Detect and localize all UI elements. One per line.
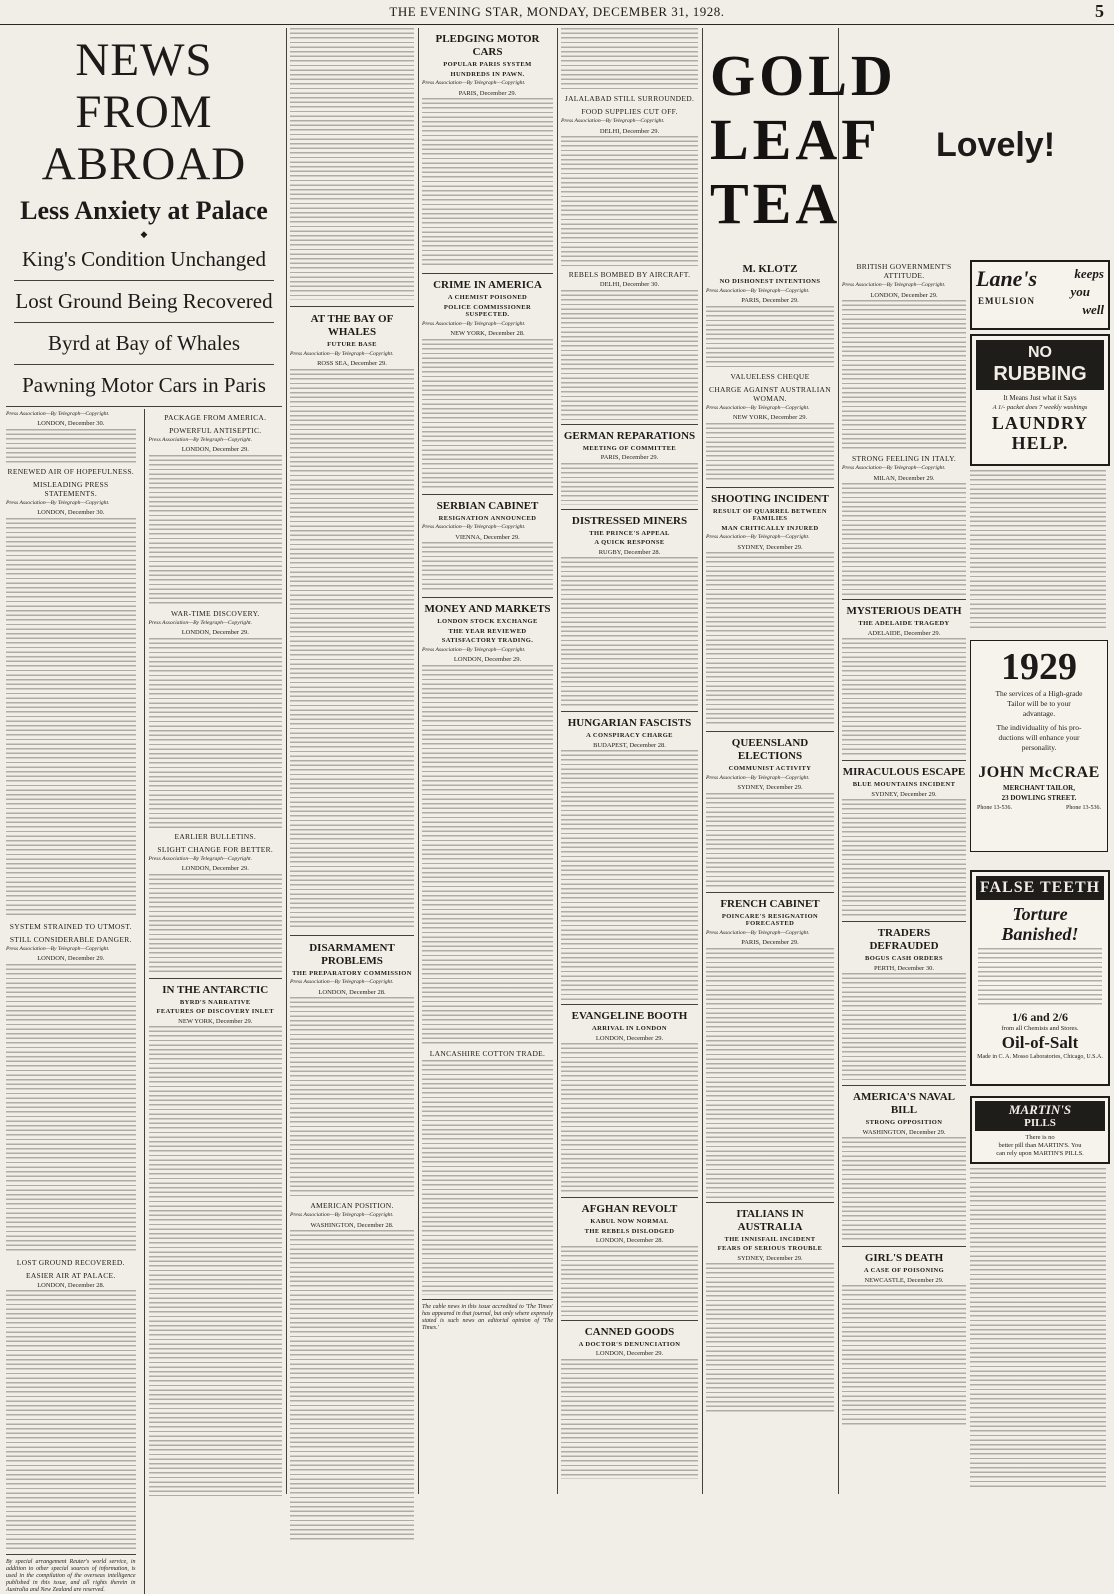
body-text bbox=[6, 429, 136, 463]
ad-text: can rely upon MARTIN'S PILLS. bbox=[996, 1150, 1084, 1157]
ad-headline: RUBBING bbox=[993, 363, 1087, 385]
credit-line: Press Association—By Telegraph—Copyright. bbox=[6, 410, 110, 417]
ad-brand: MARTIN'S bbox=[1008, 1102, 1072, 1117]
story-subhead: HUNDREDS IN PAWN. bbox=[450, 70, 525, 78]
right-column-text bbox=[970, 470, 1106, 634]
gold-leaf-tea-ad bbox=[706, 30, 1106, 252]
story-headline: BRITISH GOVERNMENT'S ATTITUDE. bbox=[856, 262, 952, 280]
story-subhead: A QUICK RESPONSE bbox=[594, 539, 665, 546]
dateline: NEWCASTLE, December 29. bbox=[864, 1276, 944, 1284]
story-subhead: THE PRINCE'S APPEAL bbox=[589, 529, 670, 537]
story-subhead: BLUE MOUNTAINS INCIDENT bbox=[852, 781, 956, 788]
ad-text: personality. bbox=[1021, 743, 1057, 752]
credit-line: Press Association—By Telegraph—Copyright. bbox=[706, 774, 810, 781]
column-5 bbox=[561, 28, 698, 1494]
story-headline: STRONG FEELING IN ITALY. bbox=[851, 454, 957, 463]
column-rule bbox=[286, 28, 287, 1494]
story-subhead: FOOD SUPPLIES CUT OFF. bbox=[581, 107, 678, 116]
body-text bbox=[6, 1290, 136, 1550]
ad-text: A 1/- packet does 7 weekly washings bbox=[992, 404, 1088, 411]
body-text bbox=[970, 470, 1106, 630]
ad-headline: LAUNDRY bbox=[991, 413, 1089, 433]
story-subhead: STILL CONSIDERABLE DANGER. bbox=[9, 934, 132, 944]
ad-text: The services of a High-grade bbox=[995, 689, 1083, 698]
story-subhead: A CONSPIRACY CHARGE bbox=[586, 732, 673, 739]
story-subhead: RESIGNATION ANNOUNCED bbox=[438, 514, 537, 522]
story-headline: AMERICAN POSITION. bbox=[310, 1201, 394, 1210]
story-headline: CRIME IN AMERICA bbox=[433, 279, 542, 291]
dateline: LONDON, December 28. bbox=[37, 1281, 105, 1289]
story-headline: LANCASHIRE COTTON TRADE. bbox=[429, 1048, 546, 1058]
body-text bbox=[706, 423, 834, 483]
body-text bbox=[561, 1246, 698, 1316]
story-headline: PACKAGE FROM AMERICA. bbox=[164, 412, 267, 422]
credit-line: Press Association—By Telegraph—Copyright. bbox=[422, 524, 526, 530]
body-text bbox=[422, 542, 553, 592]
dateline: LONDON, December 29. bbox=[181, 865, 249, 872]
story-headline: RENEWED AIR OF HOPEFULNESS. bbox=[7, 466, 134, 476]
story-headline: SERBIAN CABINET bbox=[436, 499, 539, 512]
laundry-help-ad bbox=[970, 334, 1110, 466]
story-subhead: A CASE OF POISONING bbox=[863, 1267, 945, 1274]
story-subhead: SATISFACTORY TRADING. bbox=[441, 637, 534, 644]
credit-line: Press Association—By Telegraph—Copyright. bbox=[148, 855, 252, 862]
story-headline: AT THE BAY OF WHALES bbox=[310, 313, 394, 338]
dateline: SYDNEY, December 29. bbox=[737, 1254, 803, 1262]
ad-headline: Torture bbox=[1012, 904, 1068, 924]
story-subhead: EASIER AIR AT PALACE. bbox=[25, 1270, 116, 1280]
credit-line: Press Association—By Telegraph—Copyright. bbox=[561, 118, 665, 124]
martins-pills-ad bbox=[970, 1096, 1110, 1164]
diamond-ornament-icon: ◆ bbox=[140, 229, 148, 239]
story-subhead: SLIGHT CHANGE FOR BETTER. bbox=[157, 844, 274, 854]
body-text bbox=[842, 1285, 966, 1425]
body-text bbox=[6, 964, 136, 1254]
false-teeth-ad bbox=[970, 870, 1110, 1086]
body-text bbox=[970, 1168, 1106, 1488]
story-headline: TRADERS DEFRAUDED bbox=[869, 927, 939, 952]
body-text bbox=[842, 483, 966, 595]
column-rule bbox=[702, 28, 703, 1494]
dateline: WASHINGTON, December 28. bbox=[310, 1221, 394, 1229]
dateline: PARIS, December 29. bbox=[741, 939, 799, 946]
story-headline: WAR-TIME DISCOVERY. bbox=[171, 608, 260, 618]
credit-line: Press Association—By Telegraph—Copyright. bbox=[422, 80, 526, 86]
story-subhead: THE YEAR REVIEWED bbox=[448, 627, 527, 635]
times-note: The cable news in this issue accredited to 'The Times' has appeared in that journal, but only where expressly stated is such news an editorial opinion of 'The Times.' bbox=[422, 1303, 553, 1331]
story-headline: DISTRESSED MINERS bbox=[571, 514, 688, 527]
dateline: LONDON, December 29. bbox=[181, 446, 249, 453]
body-text bbox=[561, 1043, 698, 1193]
story-subhead: A CHEMIST POISONED bbox=[447, 294, 528, 301]
story-subhead: KABUL NOW NORMAL bbox=[590, 1218, 669, 1225]
dateline: SYDNEY, December 29. bbox=[737, 784, 803, 791]
credit-line: Press Association—By Telegraph—Copyright. bbox=[706, 404, 810, 411]
dateline: NEW YORK, December 29. bbox=[732, 414, 808, 421]
column-1 bbox=[6, 28, 282, 1593]
headline: Less Anxiety at Palace bbox=[20, 196, 268, 225]
body-text bbox=[561, 28, 698, 90]
credit-line: Press Association—By Telegraph—Copyright. bbox=[422, 646, 526, 653]
dateline: DELHI, December 29. bbox=[599, 127, 660, 135]
dateline: LONDON, December 29. bbox=[37, 955, 105, 962]
story-headline: PLEDGING MOTOR CARS bbox=[435, 33, 540, 58]
dateline: PARIS, December 29. bbox=[458, 89, 517, 97]
story-subhead: STRONG OPPOSITION bbox=[865, 1119, 943, 1126]
dateline: PARIS, December 29. bbox=[600, 454, 659, 461]
story-subhead: THE ADELAIDE TRAGEDY bbox=[858, 620, 950, 627]
dateline: DELHI, December 30. bbox=[599, 281, 660, 288]
newspaper-title: THE EVENING STAR, MONDAY, DECEMBER 31, 1928. bbox=[389, 4, 725, 19]
story-headline: M. KLOTZ bbox=[742, 263, 798, 275]
credit-line: Press Association—By Telegraph—Copyright. bbox=[842, 465, 946, 471]
credit-line: Press Association—By Telegraph—Copyright. bbox=[6, 499, 110, 506]
body-text bbox=[561, 463, 698, 505]
story-headline: CHARGE AGAINST AUSTRALIAN WOMAN. bbox=[709, 384, 831, 403]
headline: Lost Ground Being Recovered bbox=[15, 288, 273, 313]
dateline: LONDON, December 29. bbox=[181, 629, 249, 636]
dateline: NEW YORK, December 28. bbox=[450, 330, 525, 337]
dateline: PARIS, December 29. bbox=[741, 297, 799, 304]
story-headline: MYSTERIOUS DEATH bbox=[846, 605, 962, 617]
story-subhead: FUTURE BASE bbox=[327, 341, 377, 348]
story-headline: JALALABAD STILL SURROUNDED. bbox=[564, 94, 695, 103]
body-text bbox=[290, 369, 414, 929]
story-subhead: THE INNISFAIL INCIDENT bbox=[724, 1235, 816, 1243]
ad-text: MERCHANT TAILOR, bbox=[1003, 784, 1075, 792]
ad-text: ductions will enhance your bbox=[998, 733, 1080, 742]
section-title: NEWS FROM ABROAD bbox=[41, 34, 247, 190]
story-headline: QUEENSLAND ELECTIONS bbox=[731, 737, 809, 762]
body-text bbox=[842, 799, 966, 917]
story-subhead: COMMUNIST ACTIVITY bbox=[728, 765, 812, 772]
headline: King's Condition Unchanged bbox=[21, 246, 267, 271]
ad-text: Tailor will be to your bbox=[1007, 699, 1071, 708]
credit-line: Press Association—By Telegraph—Copyright. bbox=[422, 320, 526, 327]
story-headline: REBELS BOMBED BY AIRCRAFT. bbox=[568, 270, 691, 279]
body-text bbox=[706, 1263, 834, 1413]
body-text bbox=[706, 552, 834, 727]
body-text bbox=[561, 136, 698, 266]
ad-text: 23 DOWLING STREET. bbox=[1001, 794, 1077, 802]
story-headline: MONEY AND MARKETS bbox=[424, 603, 551, 615]
copyright-note: By special arrangement Reuter's world service, in addition to other special sources of information, is used in the compilation of the overseas intelligence published in this issue, and all rights therein in Australia and New Zealand are reserved. bbox=[6, 1559, 136, 1593]
body-text bbox=[422, 665, 553, 1045]
ad-tagline: keeps bbox=[1074, 266, 1104, 281]
story-headline: HUNGARIAN FASCISTS bbox=[567, 717, 692, 729]
dateline: WASHINGTON, December 29. bbox=[862, 1128, 946, 1136]
story-subhead: RESULT OF QUARREL BETWEEN FAMILIES bbox=[713, 507, 827, 522]
body-text bbox=[290, 997, 414, 1197]
dateline: LONDON, December 29. bbox=[595, 1350, 664, 1357]
story-headline: SYSTEM STRAINED TO UTMOST. bbox=[9, 921, 132, 931]
ad-price: 1/6 and 2/6 bbox=[1011, 1010, 1068, 1024]
body-text bbox=[422, 98, 553, 268]
ad-text: from all Chemists and Stores. bbox=[1001, 1025, 1079, 1032]
credit-line: Press Association—By Telegraph—Copyright. bbox=[290, 350, 394, 357]
body-text bbox=[561, 750, 698, 1000]
body-text bbox=[842, 300, 966, 450]
credit-line: Press Association—By Telegraph—Copyright. bbox=[706, 929, 810, 936]
body-text bbox=[561, 557, 698, 707]
story-subhead: POLICE COMMISSIONER SUSPECTED. bbox=[443, 303, 532, 318]
body-text bbox=[290, 1230, 414, 1540]
dateline: BUDAPEST, December 28. bbox=[593, 741, 666, 749]
dateline: NEW YORK, December 29. bbox=[178, 1017, 253, 1025]
story-headline: FRENCH CABINET bbox=[720, 897, 820, 910]
story-headline: GERMAN REPARATIONS bbox=[563, 429, 696, 442]
headline: Byrd at Bay of Whales bbox=[47, 330, 241, 355]
story-subhead: POPULAR PARIS SYSTEM bbox=[443, 61, 532, 68]
credit-line: Press Association—By Telegraph—Copyright. bbox=[6, 945, 110, 952]
story-subhead: BOGUS CASH ORDERS bbox=[865, 955, 943, 962]
ad-year: 1929 bbox=[1001, 646, 1077, 688]
ad-text: Made in C. A. Mosso Laboratories, Chicago, U.S.A. bbox=[977, 1054, 1103, 1060]
body-text bbox=[149, 455, 282, 605]
story-headline: DISARMAMENT PROBLEMS bbox=[309, 941, 395, 967]
credit-line: Press Association—By Telegraph—Copyright. bbox=[706, 534, 810, 540]
ad-product: EMULSION bbox=[978, 296, 1036, 306]
ad-brand: Oil-of-Salt bbox=[1001, 1033, 1079, 1052]
story-headline: AMERICA'S NAVAL BILL bbox=[853, 1091, 955, 1116]
story-subhead: POINCARE'S RESIGNATION FORECASTED bbox=[721, 912, 819, 927]
dateline: MILAN, December 29. bbox=[873, 474, 935, 482]
story-headline: VALUELESS CHEQUE bbox=[730, 371, 810, 381]
story-subhead: BYRD'S NARRATIVE bbox=[179, 998, 251, 1006]
body-text bbox=[149, 638, 282, 828]
column-3 bbox=[290, 28, 414, 1494]
ad-phone: Phone 13-536. bbox=[1066, 805, 1101, 811]
credit-line: Press Association—By Telegraph—Copyright. bbox=[148, 436, 252, 443]
ad-tagline: well bbox=[1082, 302, 1104, 317]
ad-product: PILLS bbox=[1024, 1117, 1056, 1129]
story-subhead: THE REBELS DISLODGED bbox=[584, 1227, 675, 1235]
story-headline: EARLIER BULLETINS. bbox=[174, 831, 257, 841]
ad-headline: FALSE TEETH bbox=[979, 879, 1101, 896]
right-column-text bbox=[970, 1168, 1106, 1494]
ad-phone: Phone 13-536. bbox=[977, 805, 1012, 811]
ad-word: GOLD bbox=[710, 43, 897, 108]
body-text bbox=[842, 638, 966, 756]
ad-word: LEAF bbox=[710, 107, 881, 172]
ad-tagline: you bbox=[1070, 284, 1090, 299]
dateline: LONDON, December 29. bbox=[870, 291, 938, 299]
story-subhead: LONDON STOCK EXCHANGE bbox=[437, 618, 538, 625]
column-7 bbox=[842, 258, 966, 1494]
credit-line: Press Association—By Telegraph—Copyright. bbox=[290, 979, 394, 985]
body-text bbox=[706, 306, 834, 368]
dateline: SYDNEY, December 29. bbox=[871, 790, 937, 798]
body-text bbox=[149, 874, 282, 974]
story-headline: MISLEADING PRESS STATEMENTS. bbox=[33, 479, 109, 498]
ad-text: It Means Just what it Says bbox=[1003, 394, 1077, 402]
body-text bbox=[561, 290, 698, 420]
ad-brand: Lane's bbox=[976, 266, 1038, 291]
dateline: ADELAIDE, December 29. bbox=[867, 629, 941, 637]
dateline: SYDNEY, December 29. bbox=[737, 543, 803, 551]
body-text bbox=[422, 339, 553, 489]
page-number: 5 bbox=[1095, 1, 1104, 21]
dateline: PERTH, December 30. bbox=[874, 964, 934, 972]
ad-text: better pill than MARTIN'S. You bbox=[998, 1142, 1082, 1149]
dateline: RUGBY, December 28. bbox=[598, 548, 661, 556]
ad-headline: HELP. bbox=[1011, 433, 1069, 453]
dateline: ROSS SEA, December 29. bbox=[317, 360, 387, 367]
story-subhead: THE PREPARATORY COMMISSION bbox=[292, 969, 412, 977]
column-rule bbox=[418, 28, 419, 1494]
body-text bbox=[706, 948, 834, 1198]
story-headline: SHOOTING INCIDENT bbox=[711, 492, 829, 505]
story-subhead: ARRIVAL IN LONDON bbox=[592, 1025, 667, 1032]
ad-headline: NO bbox=[1028, 344, 1052, 361]
ad-headline: Banished! bbox=[1001, 924, 1079, 944]
story-headline: GIRL'S DEATH bbox=[864, 1252, 944, 1264]
body-text bbox=[6, 518, 136, 918]
credit-line: Press Association—By Telegraph—Copyright. bbox=[148, 619, 252, 626]
story-subhead: FEARS OF SERIOUS TROUBLE bbox=[717, 1245, 823, 1252]
body-text bbox=[561, 1359, 698, 1479]
story-subhead: A DOCTOR'S DENUNCIATION bbox=[578, 1340, 681, 1348]
story-subhead: POWERFUL ANTISEPTIC. bbox=[169, 425, 262, 435]
story-headline: CANNED GOODS bbox=[584, 1325, 675, 1338]
story-headline: ITALIANS IN AUSTRALIA bbox=[736, 1207, 804, 1233]
story-subhead: NO DISHONEST INTENTIONS bbox=[719, 278, 821, 285]
column-6 bbox=[706, 258, 834, 1494]
story-headline: MIRACULOUS ESCAPE bbox=[842, 766, 966, 778]
story-subhead: FEATURES OF DISCOVERY INLET bbox=[156, 1008, 274, 1015]
dateline: VIENNA, December 29. bbox=[455, 533, 520, 541]
credit-line: Press Association—By Telegraph—Copyright. bbox=[706, 287, 810, 294]
credit-line: Press Association—By Telegraph—Copyright. bbox=[842, 282, 946, 288]
ad-tagline: Lovely! bbox=[936, 126, 1056, 164]
credit-line: Press Association—By Telegraph—Copyright. bbox=[290, 1212, 394, 1218]
story-subhead: MAN CRITICALLY INJURED bbox=[721, 524, 819, 532]
story-headline: LOST GROUND RECOVERED. bbox=[16, 1257, 125, 1267]
story-headline: AFGHAN REVOLT bbox=[581, 1203, 678, 1215]
headline: Pawning Motor Cars in Paris bbox=[22, 372, 266, 397]
body-text bbox=[706, 793, 834, 888]
ad-text: advantage. bbox=[1022, 709, 1056, 718]
masthead bbox=[0, 0, 1114, 25]
dateline: LONDON, December 29. bbox=[453, 656, 522, 663]
ad-text: The individuality of his pro- bbox=[996, 723, 1082, 732]
body-text bbox=[978, 948, 1102, 1006]
column-4 bbox=[422, 28, 553, 1494]
body-text bbox=[290, 28, 414, 300]
dateline: LONDON, December 30. bbox=[37, 420, 105, 427]
story-headline: EVANGELINE BOOTH bbox=[571, 1010, 688, 1022]
story-headline: IN THE ANTARCTIC bbox=[162, 983, 269, 996]
dateline: LONDON, December 28. bbox=[318, 988, 386, 996]
ad-name: JOHN McCRAE bbox=[978, 764, 1100, 781]
dateline: LONDON, December 29. bbox=[595, 1034, 664, 1042]
ad-word: TEA bbox=[710, 171, 842, 236]
lanes-emulsion-ad bbox=[970, 260, 1110, 330]
body-text bbox=[422, 1060, 553, 1295]
mccrae-tailor-ad bbox=[970, 640, 1108, 852]
column-rule bbox=[557, 28, 558, 1494]
body-text bbox=[842, 973, 966, 1081]
dateline: LONDON, December 28. bbox=[595, 1237, 664, 1244]
body-text bbox=[842, 1137, 966, 1242]
body-text bbox=[149, 1026, 282, 1496]
story-subhead: MEETING OF COMMITTEE bbox=[582, 444, 677, 452]
dateline: LONDON, December 30. bbox=[37, 509, 105, 516]
ad-text: There is no bbox=[1025, 1134, 1055, 1141]
